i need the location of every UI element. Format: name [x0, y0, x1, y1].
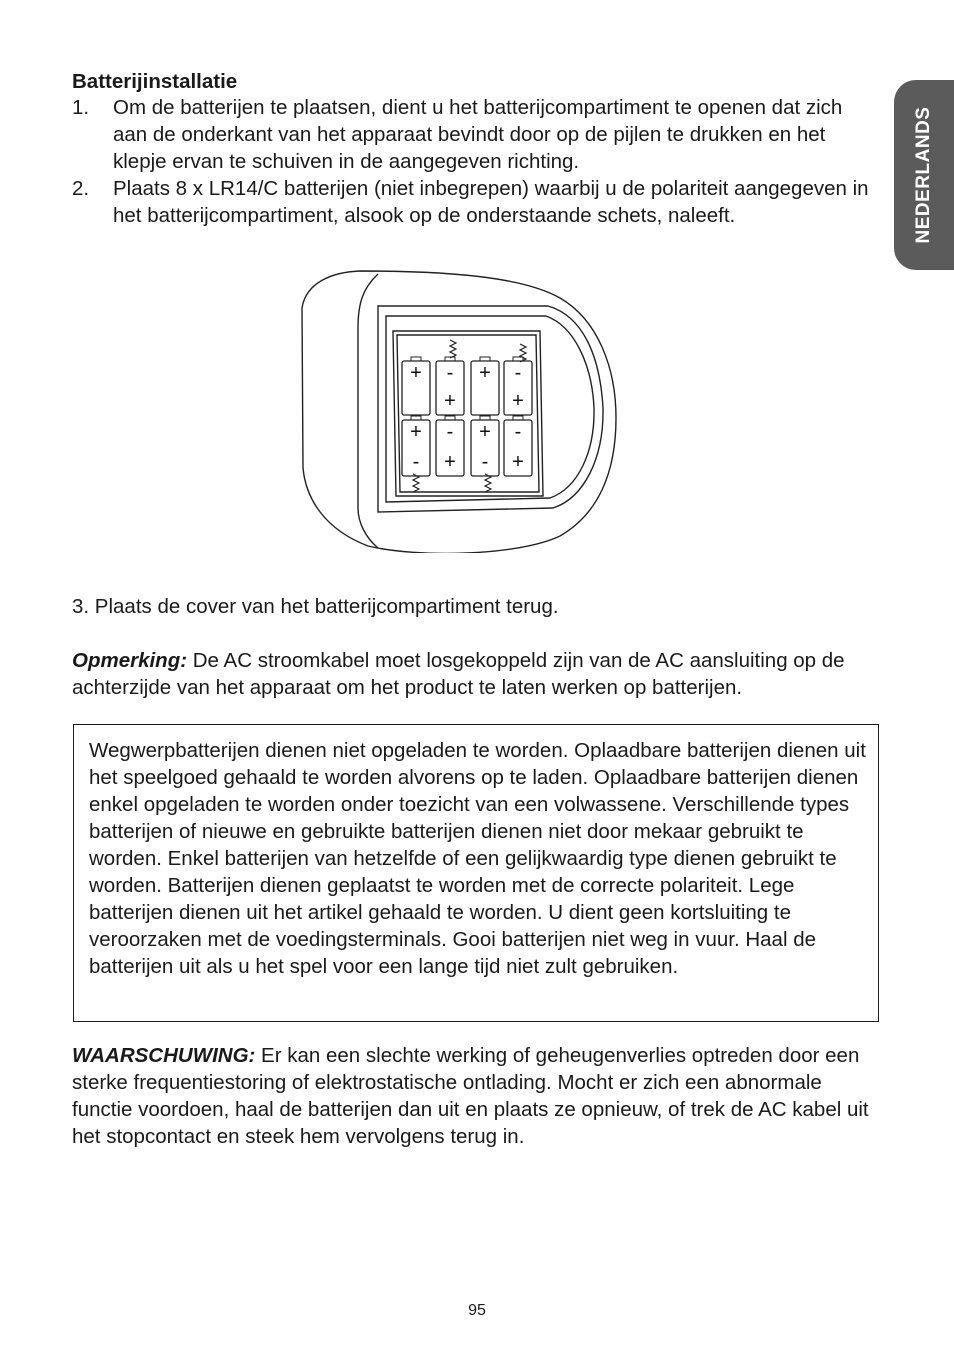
step-2-text: Plaats 8 x LR14/C batterijen (niet inbegrepen) waarbij u de polariteit aangegeven in het batterijcompartiment, alsook op de onderstaande schets, naleeft. [113, 177, 869, 227]
note-label: Opmerking: [72, 649, 188, 672]
step-2 [72, 175, 872, 229]
battery-compartment-drawing [298, 268, 620, 553]
warning-label: WAARSCHUWING: [72, 1044, 256, 1067]
battery-group [402, 357, 532, 476]
step-1 [72, 94, 872, 175]
polarity-upper: - [514, 362, 522, 384]
step-2-number: 2. [72, 177, 90, 200]
battery-bottom-4 [504, 416, 532, 476]
polarity-upper: - [446, 362, 454, 384]
polarity-upper: + [410, 362, 422, 384]
polarity-upper: + [479, 362, 491, 384]
battery-top-1 [402, 357, 430, 415]
warning-text: Er kan een slechte werking of geheugenverlies optreden door een sterke frequentiestoring of elektrostatische ontlading. Mocht er zich een abnormale functie voordoen, haal de batterijen dan uit en plaats ze opnieuw, of trek de AC kabel uit het stopcontact en steek hem vervolgens terug in. [72, 1044, 869, 1148]
note-paragraph [72, 647, 882, 701]
polarity-lower: + [444, 451, 456, 473]
battery-spring-1 [450, 340, 456, 358]
polarity-upper: - [514, 421, 522, 443]
battery-spring-4 [485, 474, 491, 492]
battery-bottom-1 [402, 416, 430, 476]
battery-compartment-illustration [298, 268, 620, 553]
language-tab [894, 80, 954, 270]
battery-bottom-3 [471, 416, 499, 476]
step-3-text: 3. Plaats de cover van het batterijcompartiment terug. [72, 595, 559, 618]
section-heading: Batterijinstallatie [72, 70, 238, 93]
battery-spring-3 [413, 474, 419, 492]
polarity-lower: - [412, 451, 420, 473]
warning-paragraph [72, 1042, 884, 1150]
battery-top-4 [504, 357, 532, 415]
polarity-lower: + [512, 390, 524, 412]
polarity-lower: + [444, 390, 456, 412]
polarity-lower: - [481, 451, 489, 473]
polarity-upper: + [479, 421, 491, 443]
language-tab-label: NEDERLANDS [913, 106, 934, 244]
polarity-upper: - [446, 421, 454, 443]
note-text: De AC stroomkabel moet losgekoppeld zijn van de AC aansluiting op de achterzijde van het apparaat om het product te laten werken op batterijen. [72, 649, 845, 699]
battery-top-3 [471, 357, 499, 415]
step-1-text: Om de batterijen te plaatsen, dient u het batterijcompartiment te openen dat zich aan de onderkant van het apparaat bevindt door op de pijlen te drukken en het klepje ervan te schuiven in de aangegeven richting. [113, 96, 843, 173]
battery-top-2 [436, 357, 464, 415]
page-number: 95 [468, 1302, 486, 1319]
battery-safety-text: Wegwerpbatterijen dienen niet opgeladen te worden. Oplaadbare batterijen dienen uit het speelgoed gehaald te worden alvorens op te laden. Oplaadbare batterijen dienen enkel opgeladen te worden onder toezicht van een volwassene. Verschillende types batterijen of nieuwe en gebruikte batterijen dienen niet door mekaar gebruikt te worden. Enkel batterijen van hetzelfde of een gelijkwaardig type dienen gebruikt te worden. Batterijen dienen geplaatst te worden met de correcte polariteit. Lege batterijen dienen uit het artikel gehaald te worden. U dient geen kortsluiting te veroorzaken met de voedingsterminals. Gooi batterijen niet weg in vuur. Haal de batterijen uit als u het spel voor een lange tijd niet zult gebruiken. [89, 739, 866, 978]
battery-safety-box [73, 724, 879, 1022]
battery-bottom-2 [436, 416, 464, 476]
step-1-number: 1. [72, 96, 90, 119]
polarity-lower: + [512, 451, 524, 473]
polarity-upper: + [410, 421, 422, 443]
